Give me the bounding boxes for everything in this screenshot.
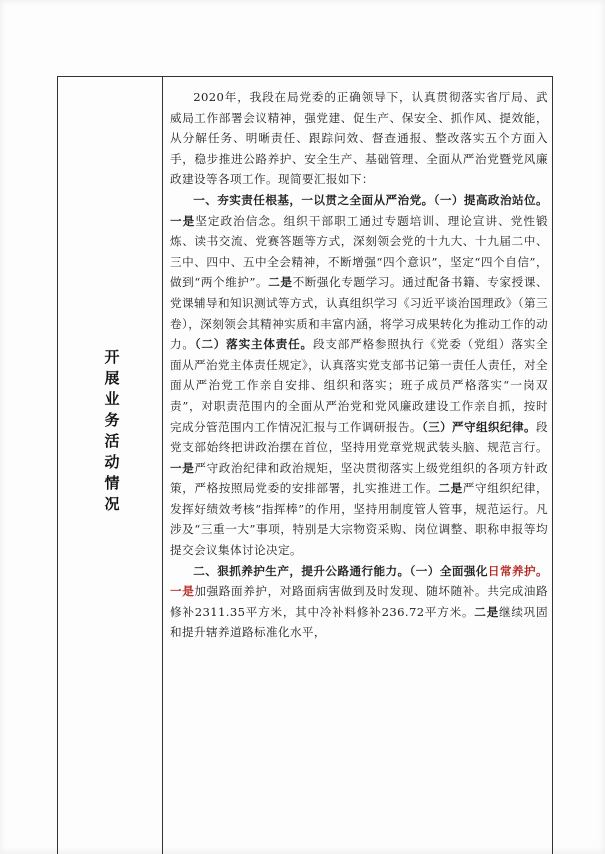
section-2-paragraph — [170, 561, 548, 643]
point-lead: 二是 — [268, 275, 293, 290]
point-text: 严守政治纪律和政治规矩，坚决贯彻落实上级党组织的各项方针政策，严格按照局党委的安排部署，扎实推进工作。 — [170, 460, 548, 496]
section-1-paragraph — [170, 190, 548, 561]
point-lead: 二是 — [438, 481, 463, 496]
point-lead: 一是 — [170, 213, 196, 228]
subheading: （二）落实主体责任。 — [194, 337, 313, 352]
point-lead: 一是 — [170, 584, 195, 599]
label-column — [58, 77, 163, 854]
form-table — [57, 76, 553, 854]
section-2-heading: 二、狠抓养护生产，提升公路通行能力。（一）全面强化 — [193, 563, 488, 578]
point-text: 坚定政治信念。组织干部职工通过专题培训、理论宣讲、党性锻炼、读书交流、党赛答题等方式，深刻领会党的十九大、十九届二中、三中、四中、五中全会精神，不断增强“四个意识”，坚定“四个自信”，做到“两个维护”。 — [170, 213, 548, 290]
point-lead: 二是 — [474, 604, 499, 619]
point-lead: 一是 — [170, 460, 195, 475]
intro-paragraph: 2020年，我段在局党委的正确领导下，认真贯彻落实省厅局、武威局工作部署会议精神，强党建、促生产、保安全、抓作风、提效能，从分解任务、明晰责任、跟踪问效、督查通报、整改落实五个方面入手，稳步推进公路养护、安全生产、基础管理、全面从严治党暨党风廉政建设等各项工作。现简要汇报如下： — [170, 90, 548, 187]
section-1-heading: 一、夯实责任根基，一以贯之全面从严治党。（一）提高政治站位。 — [193, 192, 548, 207]
point-text: 严守组织纪律，发挥好绩效考核“指挥棒”的作用，坚持用制度管人管事，规范运行。凡涉及“三重一大”事项，特别是大宗物资采购、岗位调整、职称申报等均提交会议集体讨论决定。 — [170, 481, 548, 558]
point-text: 加强路面养护，对路面病害做到及时发现、随坏随补。共完成油路修补2311.35平方米，其中冷补料修补236.72平方米。 — [170, 584, 548, 619]
section-label: 开展业务活动情况 — [104, 348, 120, 513]
point-text: 不断强化专题学习。通过配备书籍、专家授课、党课辅导和知识测试等方式，认真组织学习《习近平谈治国理政》（第三卷），深刻领会其精神实质和丰富内涵，将学习成果转化为推动工作的动力。 — [170, 275, 549, 352]
section-2-heading-red: 日常养护。 — [487, 563, 548, 578]
report-body — [170, 87, 548, 643]
point-text: 段党支部始终把讲政治摆在首位，坚持用党章党规武装头脑、规范言行。 — [170, 419, 549, 455]
subheading: （三）严守组织纪律。 — [421, 419, 537, 434]
point-text: 段支部严格参照执行《党委（党组）落实全面从严治党主体责任规定》，认真落实党支部书记第一责任人责任，对全面从严治党工作亲自安排、组织和落实；班子成员严格落实“一岗双责”，对职责范围内的全面从严治党和党风廉政建设工作亲自抓，按时完成分管范围内工作情况汇报与工作调研报告。 — [170, 337, 549, 434]
point-text: 继续巩固和提升辖养道路标准化水平， — [170, 604, 548, 640]
